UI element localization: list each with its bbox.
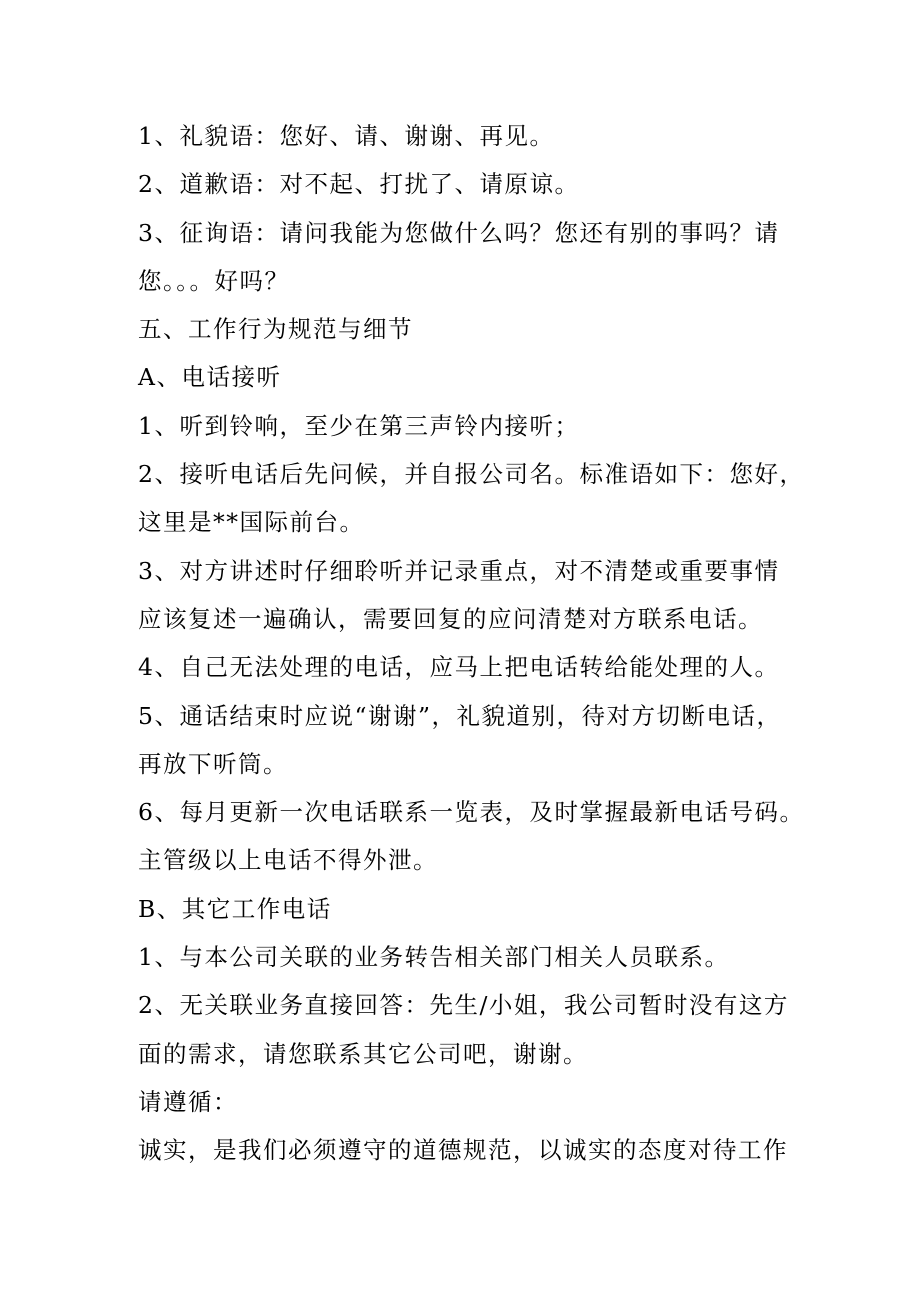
inquiry-phrases-continued: 您。。。好吗？ [138, 266, 290, 295]
section-heading-work-conduct: 五、工作行为规范与细节 [138, 315, 413, 344]
please-follow-label: 请遵循： [138, 1087, 238, 1116]
courtesy-phrases-line: 1、礼貌语：您好、请、谢谢、再见。 [138, 122, 555, 150]
rule-answer-within-three-rings: 1、听到铃响，至少在第三声铃内接听； [138, 411, 580, 440]
inquiry-phrases-line: 3、征询语：请问我能为您做什么吗？您还有别的事吗？请 [138, 218, 780, 247]
rule-listen-and-record: 3、对方讲述时仔细聆听并记录重点，对不清楚或重要事情 [138, 556, 780, 585]
apology-phrases-line: 2、道歉语：对不起、打扰了、请原谅。 [138, 170, 580, 199]
document-body [138, 112, 818, 1175]
rule-end-call-continued: 再放下听筒。 [138, 749, 288, 778]
rule-transfer-calls: 4、自己无法处理的电话，应马上把电话转给能处理的人。 [138, 653, 780, 682]
rule-unrelated-business-continued: 面的需求，请您联系其它公司吧，谢谢。 [138, 1039, 588, 1068]
rule-listen-and-record-continued: 应该复述一遍确认，需要回复的应问清楚对方联系电话。 [138, 604, 763, 633]
subheading-other-work-calls: B、其它工作电话 [138, 894, 332, 923]
subheading-phone-answering: A、电话接听 [138, 363, 282, 392]
honesty-paragraph-line: 诚实，是我们必须遵守的道德规范，以诚实的态度对待工作 [138, 1136, 788, 1165]
rule-end-call: 5、通话结束时应说“谢谢”，礼貌道别，待对方切断电话， [138, 701, 782, 730]
rule-update-phone-list-continued: 主管级以上电话不得外泄。 [138, 846, 438, 875]
rule-greeting-standard-continued: 这里是**国际前台。 [138, 508, 365, 537]
rule-update-phone-list: 6、每月更新一次电话联系一览表，及时掌握最新电话号码。 [138, 798, 805, 827]
rule-greeting-standard: 2、接听电话后先问候，并自报公司名。标准语如下：您好， [138, 460, 805, 489]
rule-unrelated-business: 2、无关联业务直接回答：先生/小姐，我公司暂时没有这方 [138, 991, 789, 1020]
rule-related-business: 1、与本公司关联的业务转告相关部门相关人员联系。 [138, 943, 730, 972]
